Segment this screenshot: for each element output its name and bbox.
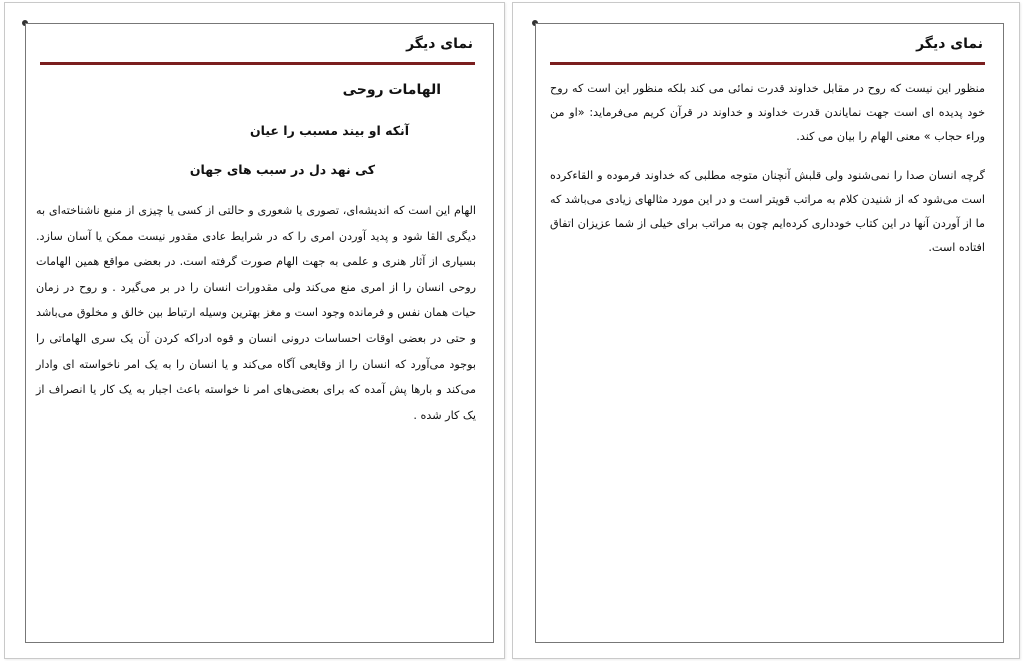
- body-text: [36, 198, 476, 428]
- right-sheet: [512, 2, 1020, 659]
- page-header-title: نمای دیگر: [916, 36, 983, 52]
- body-paragraph-2: گرچه انسان صدا را نمی‌شنود ولی قلبش آنچنان متوجه مطلبی که خداوند فرموده و القاء‌کرده است می‌شود که از شنیدن کلام به مراتب قویتر است و در این مورد مثالهای زیادی می‌باشد که ما از آوردن آنها در این کتاب خودداری کرده‌ایم چون به مراتب برای خیلی از شما عزیزان اتفاق افتاده است.: [550, 169, 985, 254]
- header-rule: [40, 62, 475, 65]
- page-header-title: نمای دیگر: [406, 36, 473, 52]
- header-rule: [550, 62, 985, 65]
- page-header: [550, 32, 985, 64]
- left-page: [25, 23, 494, 643]
- poem-verse-1: آنکه او بیند مسبب را عیان: [249, 123, 409, 138]
- page-header: [40, 32, 475, 64]
- poem-verse-2: کی نهد دل در سبب های جهان: [189, 162, 375, 177]
- right-page: [535, 23, 1004, 643]
- body-text: [550, 77, 985, 260]
- section-title: الهامات روحی: [342, 82, 441, 98]
- left-sheet: [4, 2, 505, 659]
- body-paragraph-1: منظور این نیست که روح در مقابل خداوند قدرت نمائی می کند بلکه منظور این است که روح خود پدیده ای است جهت نمایاندن قدرت خداوند و خداوند در قرآن کریم می‌فرماید: «او من وراء حجاب » معنی الهام را بیان می کند.: [550, 82, 985, 143]
- body-paragraph: الهام این است که اندیشه‌ای، تصوری یا شعوری و حالتی از کسی یا چیزی از منبع ناشناخته‌ای به دیگری القا شود و پدید آوردن امری را که در شرایط عادی مقدور نیست ممکن یا آسان سازد. بسیاری از آثار هنری و علمی به جهت الهام صورت گرفته است. در بعضی مواقع همین الهامات روحی انسان را از امری منع می‌کند ولی مقدورات انسان را در بر می‌گیرد . و روح در زمان حیات همان نفس و فرمانده وجود است و مغز بهترین وسیله ارتباط بین خالق و مخلوق می‌باشد و حتی در بعضی اوقات احساسات درونی انسان و قوه ادراکه کردن آن یک سری الهاماتی را بوجود می‌آورد که انسان را از وقایعی آگاه می‌کند و یا انسان را به یک امر ناخواسته ای وادار می‌کند و بارها پش آمده که برای بعضی‌های امر نا خواسته باعث اجبار به یک کار یا انصراف از یک کار شده .: [36, 204, 476, 422]
